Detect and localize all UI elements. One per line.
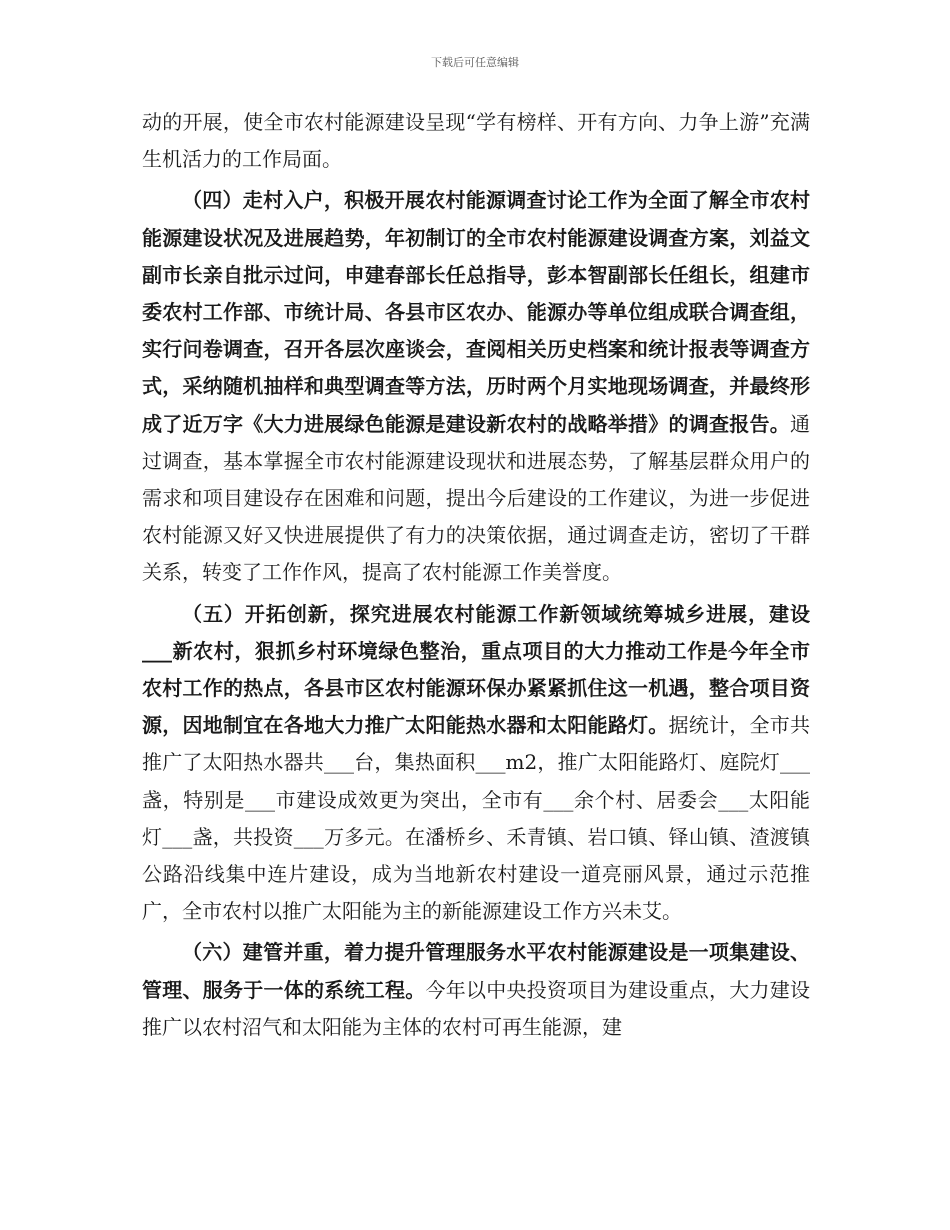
paragraph-3 (142, 596, 810, 931)
paragraph-2-heading: （四）走村入户，积极开展农村能源调查讨论工作为全面了解全市农村能源建设状况及进展趋势，年初制订的全市农村能源建设调查方案，刘益文副市长亲自批示过问，申建春部长任总指导，彭本智副部长任组长，组建市委农村工作部、市统计局、各县市区农办、能源办等单位组成联合调查组，实行问卷调查，召开各层次座谈会，查阅相关历史档案和统计报表等调查方式，采纳随机抽样和典型调查等方法，历时两个月实地现场调查，并最终形成了近万字《大力进展绿色能源是建设新农村的战略举措》的调查报告。 (142, 188, 810, 436)
paragraph-2 (142, 182, 810, 591)
paragraph-4-text: 今年以中央投资项目为建设重点，大力建设推广以农村沼气和太阳能为主体的农村可再生能源，建 (142, 977, 810, 1039)
paragraph-1-text: 动的开展，使全市农村能源建设呈现“学有榜样、开有方向、力争上游”充满生机活力的工作局面。 (142, 110, 810, 172)
page-header: 下载后可任意编辑 (431, 56, 519, 69)
paragraph-4 (142, 934, 810, 1046)
paragraph-4-heading: （六）建管并重，着力提升管理服务水平农村能源建设是一项集建设、管理、服务于一体的系统工程。 (142, 940, 810, 1002)
paragraph-3-heading: （五）开拓创新，探究进展农村能源工作新领域统筹城乡进展，建设___新农村，狠抓乡村环境绿色整治，重点项目的大力推动工作是今年全市农村工作的热点，各县市区农村能源环保办紧紧抓住这一机遇，整合项目资源，因地制宜在各地大力推广太阳能热水器和太阳能路灯。 (142, 601, 810, 738)
document-body (142, 104, 810, 1046)
paragraph-3-text: 据统计，全市共推广了太阳热水器共___台，集热面积___m2，推广太阳能路灯、庭院灯___盏，特别是___市建设成效更为突出，全市有___余个村、居委会___太阳能灯___盏，共投资___万多元。在潘桥乡、禾青镇、岩口镇、铎山镇、渣渡镇公路沿线集中连片建设，成为当地新农村建设一道亮丽风景，通过示范推广，全市农村以推广太阳能为主的新能源建设工作方兴未艾。 (142, 713, 810, 924)
paragraph-1 (142, 104, 810, 178)
paragraph-2-text: 通过调查，基本掌握全市农村能源建设现状和进展态势，了解基层群众用户的需求和项目建设存在困难和问题，提出今后建设的工作建议，为进一步促进农村能源又好又快进展提供了有力的决策依据，通过调查走访，密切了干群关系，转变了工作作风，提高了农村能源工作美誉度。 (142, 411, 810, 585)
